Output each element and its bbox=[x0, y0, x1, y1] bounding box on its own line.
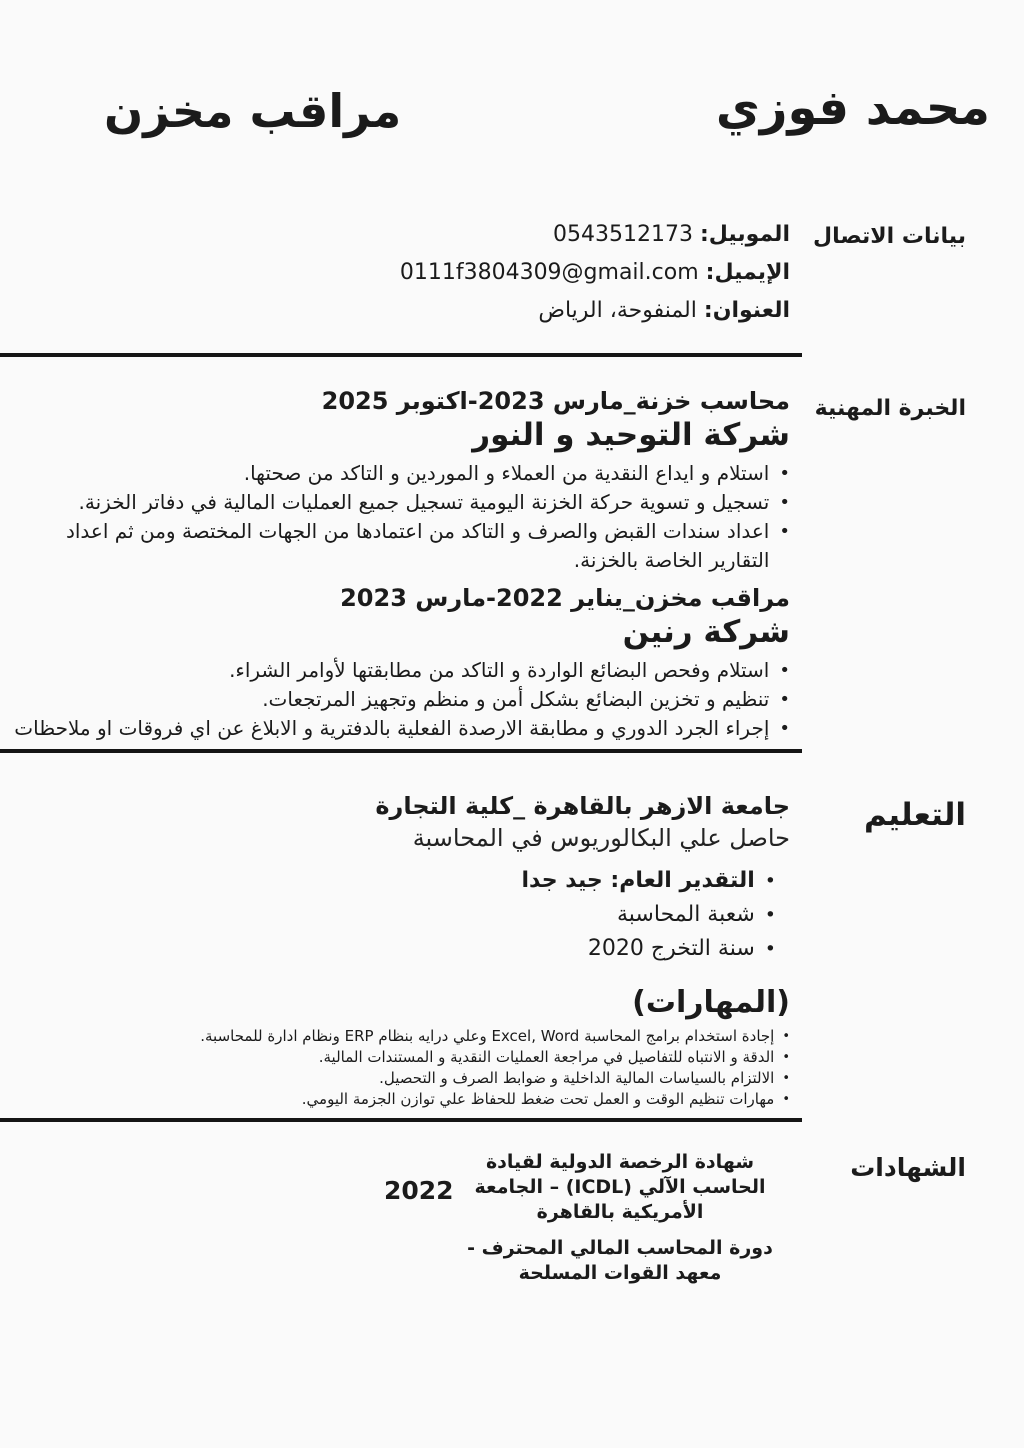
education-section bbox=[50, 790, 790, 1110]
contact-row-email bbox=[230, 254, 790, 292]
contact-section bbox=[230, 216, 790, 330]
section-divider bbox=[0, 353, 802, 357]
candidate-job-title: مراقب مخزن bbox=[104, 84, 402, 138]
education-bullet bbox=[50, 932, 790, 966]
section-label-education: التعليم bbox=[863, 797, 966, 833]
experience-bullet bbox=[50, 517, 790, 575]
section-label-experience: الخبرة المهنية bbox=[814, 396, 966, 421]
bullet-text: • تسجيل و تسوية حركة الخزنة اليومية تسجيل جميع العمليات المالية في دفاتر الخزنة. bbox=[78, 490, 770, 514]
experience-bullet bbox=[50, 685, 790, 714]
certificate-year: 2022 bbox=[384, 1176, 454, 1205]
education-bullet-list bbox=[50, 864, 790, 966]
bullet-text: • الدقة و الانتباه للتفاصيل في مراجعة العمليات النقدية و المستندات المالية. bbox=[318, 1048, 775, 1066]
candidate-name: محمد فوزي bbox=[715, 80, 990, 136]
skills-list bbox=[50, 1026, 790, 1110]
experience-bullet bbox=[14, 714, 790, 743]
skill-bullet bbox=[50, 1047, 790, 1068]
bullet-text: • التقدير العام: جيد جدا bbox=[521, 868, 755, 893]
bullet-text: • استلام وفحص البضائع الواردة و التاكد من مطابقتها لأوامر الشراء. bbox=[229, 658, 770, 682]
contact-row-mobile bbox=[230, 216, 790, 254]
bullet-text: • إجادة استخدام برامج المحاسبة Excel, Word وعلي درايه بنظام ERP ونظام ادارة للمحاسبة. bbox=[200, 1027, 775, 1045]
bullet-text: • تنظيم و تخزين البضائع بشكل أمن و منظم وتجهيز المرتجعات. bbox=[262, 687, 770, 711]
certificate-text: شهادة الرخصة الدولية لقيادة الحاسب الآلي (ICDL) – الجامعة الأمريكية بالقاهرة bbox=[474, 1151, 766, 1223]
experience-bullet bbox=[50, 656, 790, 685]
section-divider bbox=[0, 749, 802, 753]
bullet-text: • الالتزام بالسياسات المالية الداخلية و ضوابط الصرف و التحصيل. bbox=[379, 1069, 775, 1087]
section-label-certificates: الشهادات bbox=[850, 1153, 966, 1182]
school-name: جامعة الازهر بالقاهرة _كلية التجارة bbox=[375, 792, 790, 820]
company-name: شركة التوحيد و النور bbox=[472, 417, 790, 453]
bullet-text: • سنة التخرج 2020 bbox=[587, 936, 755, 961]
bullet-text: • استلام و ايداع النقدية من العملاء و الموردين و التاكد من صحتها. bbox=[243, 461, 770, 485]
contact-row-address bbox=[230, 292, 790, 330]
job-title-line: مراقب مخزن_يناير 2022-مارس 2023 bbox=[340, 584, 790, 612]
experience-bullet bbox=[50, 459, 790, 488]
job-entry bbox=[14, 583, 790, 743]
education-bullet bbox=[50, 898, 790, 932]
bullet-text: • مهارات تنظيم الوقت و العمل تحت ضغط للحفاظ علي توازن الجزمة اليومي. bbox=[301, 1090, 775, 1108]
contact-field-value: المنفوحة، الرياض bbox=[538, 298, 697, 323]
bullet-text: • إجراء الجرد الدوري و مطابقة الارصدة الفعلية بالدفترية و الابلاغ عن اي فروقات او ملاحظات bbox=[14, 716, 770, 740]
company-name: شركة رنين bbox=[622, 614, 790, 650]
job-title-line: محاسب خزنة_مارس 2023-اكتوبر 2025 bbox=[321, 387, 790, 415]
experience-bullet bbox=[50, 488, 790, 517]
section-label-contact: بيانات الاتصال bbox=[812, 224, 966, 249]
skills-heading: (المهارات) bbox=[632, 985, 790, 1020]
education-bullet bbox=[50, 864, 790, 898]
contact-field-label: الإيميل: bbox=[705, 260, 790, 285]
certificate-text: دورة المحاسب المالي المحترف - معهد القوات المسلحة bbox=[467, 1237, 773, 1284]
contact-field-value: 0543512173 bbox=[552, 222, 693, 247]
bullet-text: • شعبة المحاسبة bbox=[617, 902, 755, 927]
contact-field-label: الموبيل: bbox=[699, 222, 790, 247]
bullet-text: • اعداد سندات القبض والصرف و التاكد من اعتمادها من الجهات المختصة ومن ثم اعداد التقارير الخاصة بالخزنة. bbox=[65, 519, 770, 572]
skill-bullet bbox=[50, 1068, 790, 1089]
job-entry bbox=[50, 386, 790, 575]
skill-bullet bbox=[50, 1026, 790, 1047]
degree-line: حاصل علي البكالوريوس في المحاسبة bbox=[412, 824, 790, 852]
section-divider bbox=[0, 1118, 802, 1122]
contact-field-value: 0111f3804309@gmail.com bbox=[399, 260, 699, 285]
skill-bullet bbox=[50, 1089, 790, 1110]
contact-field-label: العنوان: bbox=[703, 298, 790, 323]
experience-section bbox=[14, 386, 790, 743]
